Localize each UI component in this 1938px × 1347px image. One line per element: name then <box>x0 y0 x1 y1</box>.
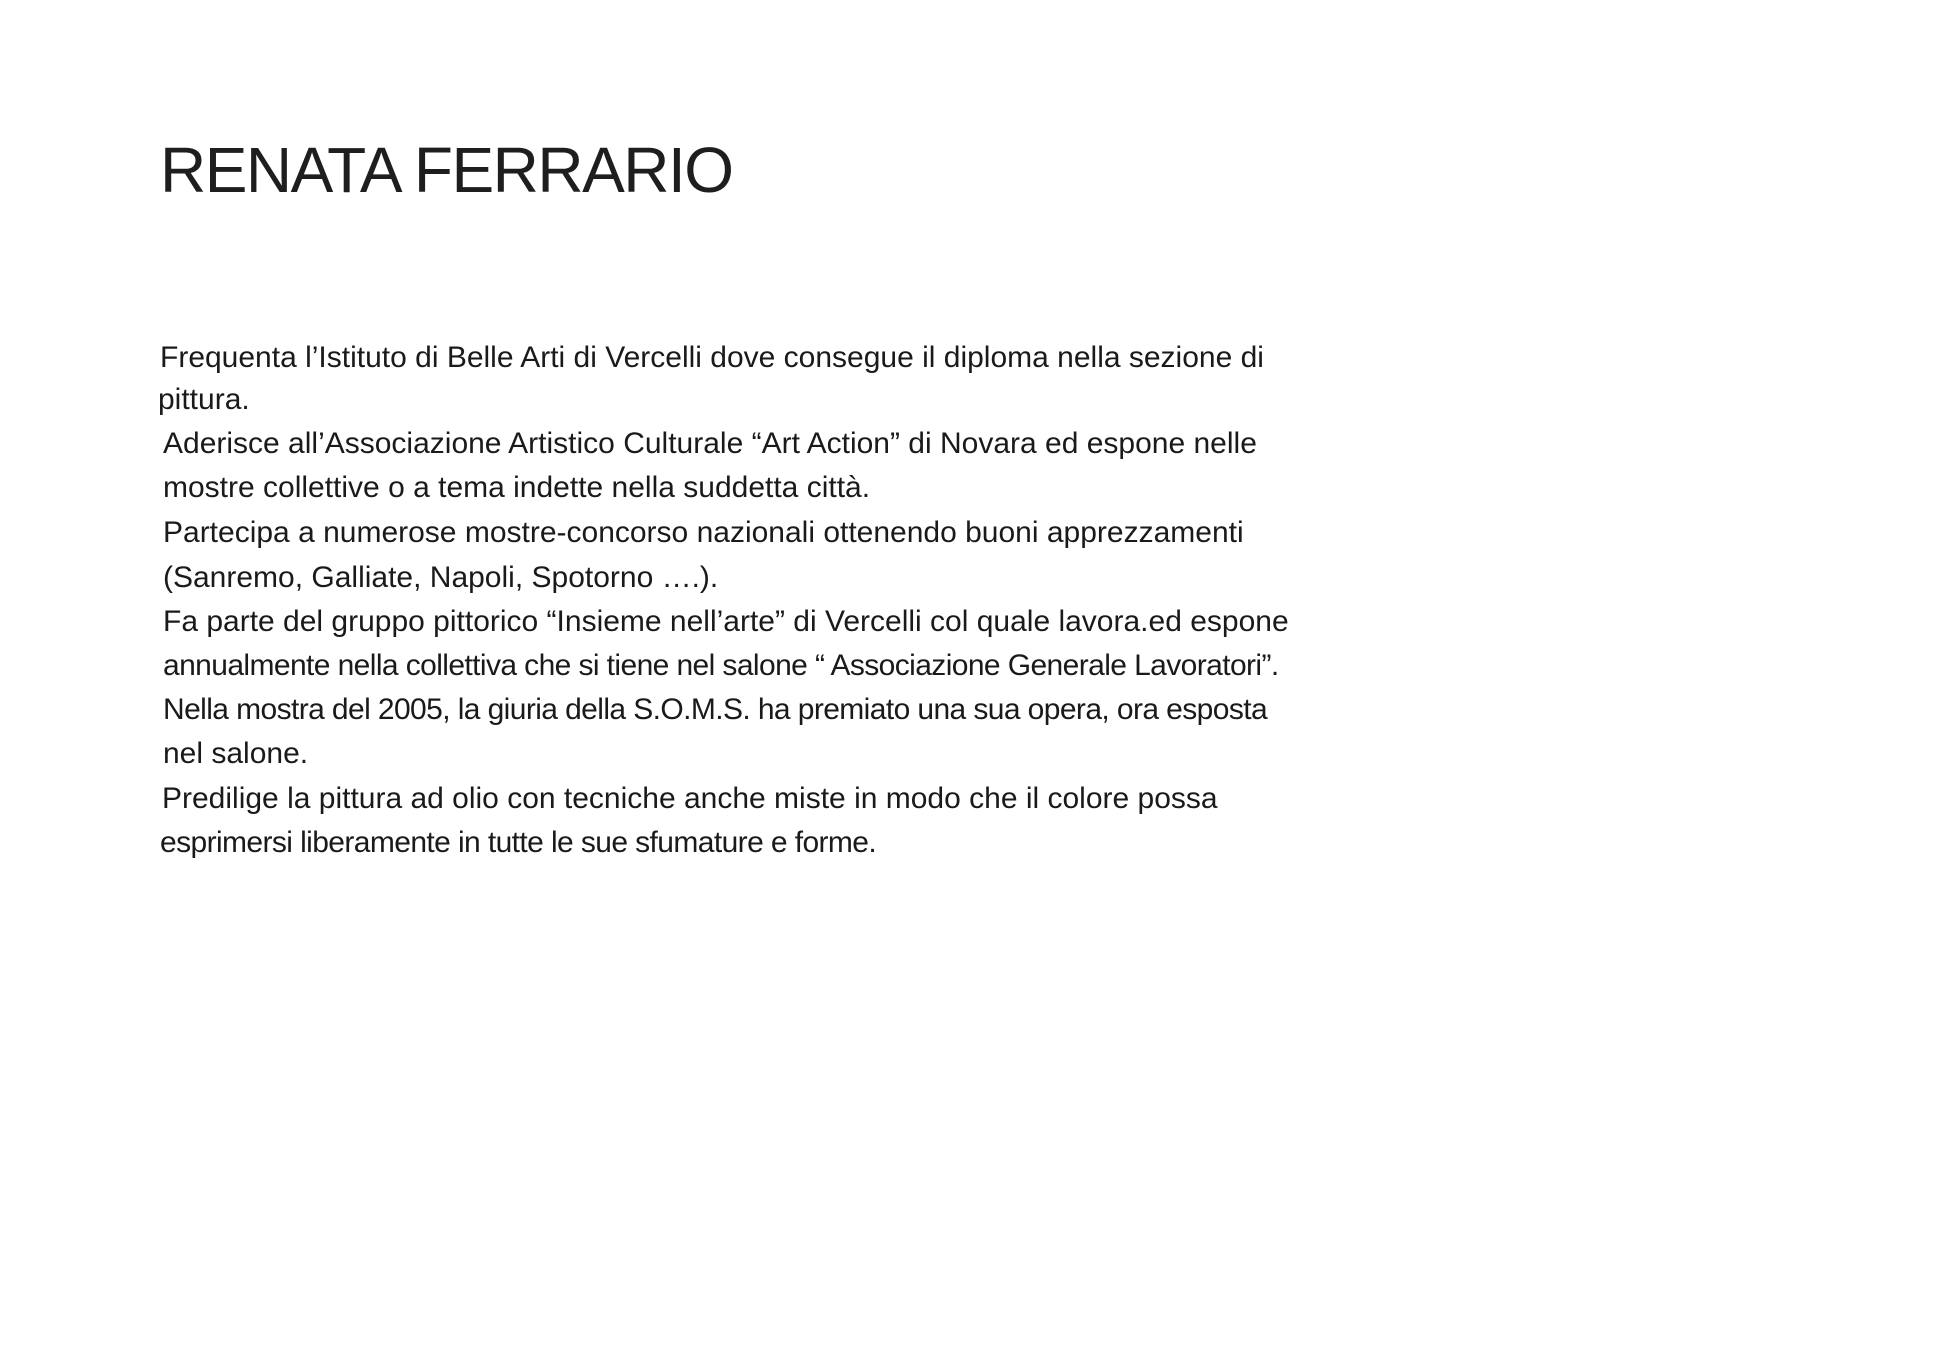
bio-line: Partecipa a numerose mostre-concorso nazionali ottenendo buoni apprezzamenti <box>163 516 1244 549</box>
bio-line: Aderisce all’Associazione Artistico Culturale “Art Action” di Novara ed espone nelle <box>163 427 1257 460</box>
bio-line: Frequenta l’Istituto di Belle Arti di Vercelli dove consegue il diploma nella sezione di <box>160 341 1264 374</box>
bio-line: esprimersi liberamente in tutte le sue sfumature e forme. <box>160 826 877 859</box>
bio-line: Fa parte del gruppo pittorico “Insieme nell’arte” di Vercelli col quale lavora.ed espone <box>163 605 1289 638</box>
bio-line: mostre collettive o a tema indette nella suddetta città. <box>163 471 871 504</box>
bio-line: Nella mostra del 2005, la giuria della S.O.M.S. ha premiato una sua opera, ora esposta <box>163 693 1268 726</box>
bio-line: annualmente nella collettiva che si tiene nel salone “ Associazione Generale Lavoratori”. <box>163 649 1279 682</box>
page-title: RENATA FERRARIO <box>160 134 733 206</box>
bio-line: nel salone. <box>163 737 309 770</box>
bio-line: pittura. <box>158 383 250 416</box>
bio-line: (Sanremo, Galliate, Napoli, Spotorno ….). <box>163 561 719 594</box>
bio-line: Predilige la pittura ad olio con tecniche anche miste in modo che il colore possa <box>162 782 1218 815</box>
